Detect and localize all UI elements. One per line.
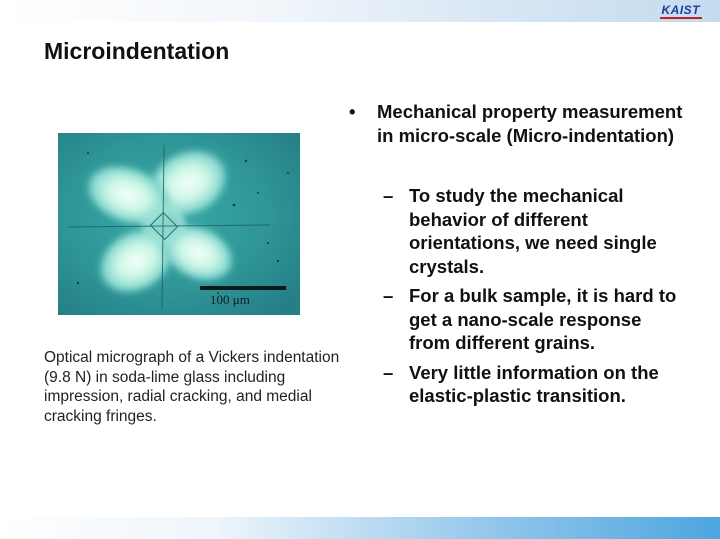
sub-bullet-item <box>345 284 685 355</box>
figure-caption: Optical micrograph of a Vickers indentation (9.8 N) in soda-lime glass including impression, radial cracking, and medial cracking fringes. <box>44 349 340 425</box>
bullet-item <box>345 100 685 147</box>
sub-bullet-marker: – <box>383 285 394 306</box>
sub-bullet-text: For a bulk sample, it is hard to get a nano-scale response from different grains. <box>409 285 677 353</box>
kaist-logo: KAIST <box>661 3 700 17</box>
sub-bullet-text: Very little information on the elastic-plastic transition. <box>409 361 659 406</box>
scale-bar-label: 100 μm <box>210 292 250 307</box>
sub-bullet-item <box>345 361 685 408</box>
top-band <box>0 0 720 22</box>
micrograph-image <box>58 133 300 315</box>
bottom-band <box>0 517 720 539</box>
sub-bullet-text: To study the mechanical behavior of different orientations, we need single crystals. <box>409 185 657 277</box>
bullet-text: Mechanical property measurement in micro-scale (Micro-indentation) <box>377 101 683 146</box>
sub-bullet-list <box>345 184 685 408</box>
sub-bullet-marker: – <box>383 361 394 383</box>
sub-bullet-marker: – <box>383 185 394 206</box>
scale-bar <box>200 286 286 290</box>
sub-bullet-item <box>345 184 685 278</box>
bullet-list <box>345 100 685 414</box>
bullet-marker: • <box>349 101 356 122</box>
slide-title: Microindentation <box>44 38 230 64</box>
